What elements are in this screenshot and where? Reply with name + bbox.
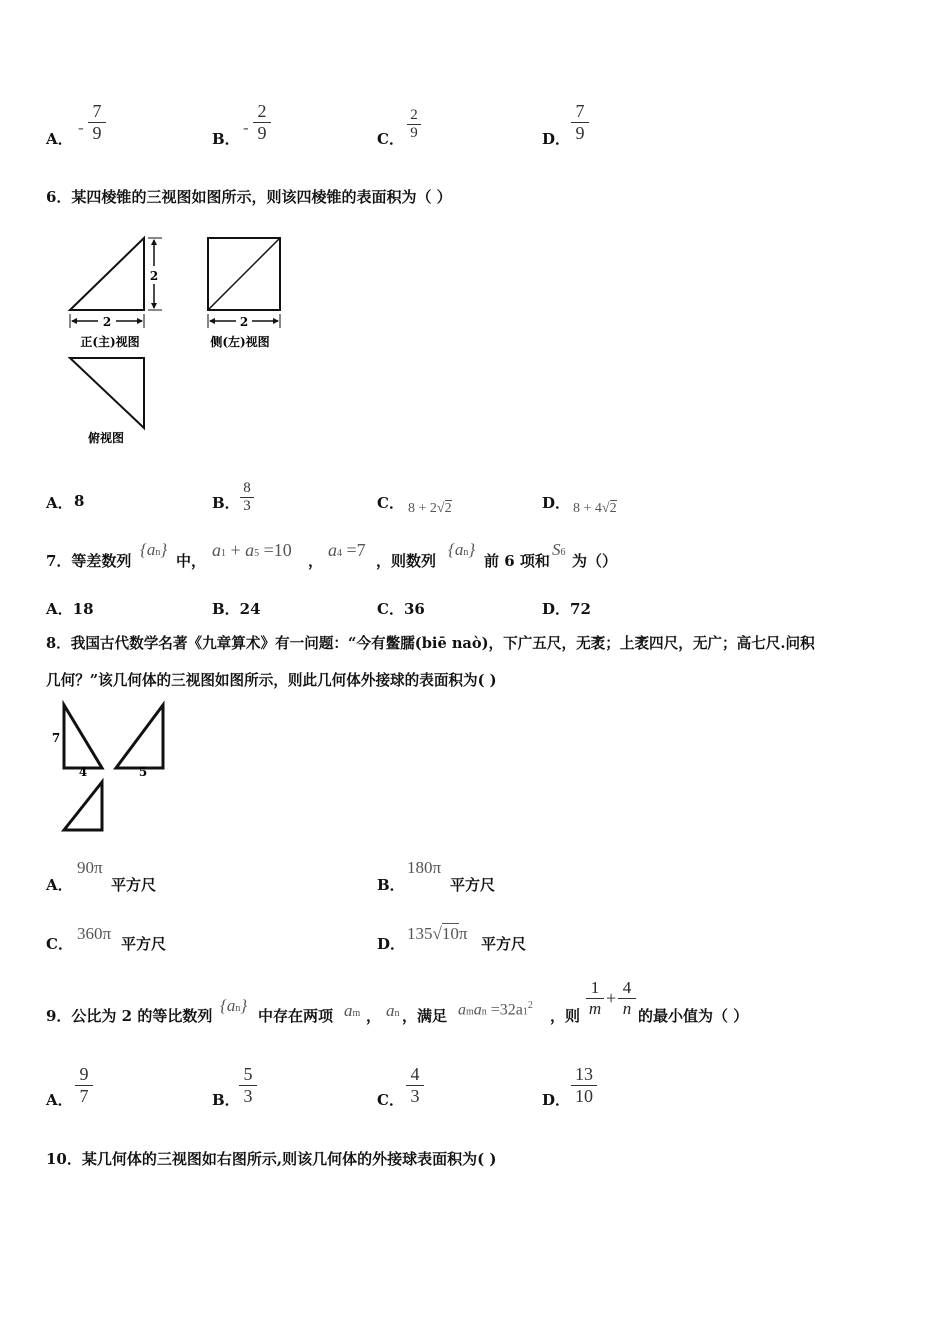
q8-option-c-value: 360π — [77, 924, 112, 943]
q7-text-2: 中， — [176, 552, 207, 570]
q9-fraction-4-over-n: 4 n — [618, 978, 636, 1019]
q6-stem: 6．某四棱锥的三视图如图所示，则该四棱锥的表面积为（ ） — [46, 188, 452, 206]
q5-option-b-fraction: 2 9 — [253, 101, 271, 144]
q9-fraction-1-over-m: 1 m — [586, 978, 604, 1019]
q7-text-5: 为（） — [572, 552, 618, 570]
q7-option-d: D．72 — [542, 600, 591, 618]
q9-option-c-fraction: 4 3 — [406, 1064, 424, 1107]
q5-option-c-letter: C． — [377, 130, 404, 148]
q6-option-b-fraction: 8 3 — [240, 480, 254, 515]
q5-option-a-letter: A． — [46, 130, 73, 148]
q7-sequence-2: {an} — [448, 540, 476, 559]
q9-option-b-fraction: 5 3 — [239, 1064, 257, 1107]
q6-three-view-figure — [60, 230, 300, 450]
q6-option-d-value: 8 + 4√2 — [573, 501, 617, 516]
q9-text-3: ，满足 — [402, 1007, 448, 1025]
q6-side-width-arrowhead-left — [209, 318, 215, 324]
q9-am: am — [344, 1001, 361, 1020]
q9-an: an — [386, 1001, 400, 1020]
q6-height-arrowhead-top — [151, 239, 157, 245]
q5-option-a-sign: - — [78, 118, 84, 137]
q6-top-view-triangle — [70, 358, 144, 428]
q6-front-view-triangle — [70, 238, 144, 310]
q6-top-view-label: 俯视图 — [87, 431, 125, 445]
q6-option-d-letter: D． — [542, 494, 571, 512]
q8-three-view-figure — [50, 700, 180, 835]
q5-option-d-letter: D． — [542, 130, 571, 148]
q8-width-5-label: 5 — [138, 765, 148, 779]
q7-option-b: B．24 — [212, 600, 261, 618]
q9-comma: ， — [366, 1007, 382, 1025]
q6-option-c-letter: C． — [377, 494, 404, 512]
q8-option-b-unit: 平方尺 — [450, 876, 496, 894]
q7-option-c: C．36 — [377, 600, 425, 618]
q6-height-arrowhead-bottom — [151, 303, 157, 309]
q8-side-view-triangle — [116, 705, 163, 768]
q6-side-width-label: 2 — [239, 315, 249, 329]
q8-height-label: 7 — [51, 731, 61, 745]
q9-text-2: 中存在两项 — [258, 1007, 334, 1025]
q8-option-a-value: 90π — [77, 858, 103, 877]
q9-option-a-fraction: 9 7 — [75, 1064, 93, 1107]
q9-option-a-letter: A． — [46, 1091, 73, 1109]
q7-text-4: 前 6 项和 — [484, 552, 550, 570]
q8-option-a-letter: A． — [46, 876, 73, 894]
q6-option-a-value: 8 — [74, 492, 85, 510]
q6-side-width-arrowhead-right — [273, 318, 279, 324]
q6-option-c-value: 8 + 2√2 — [408, 501, 452, 516]
q9-plus: + — [606, 988, 617, 1008]
q8-front-view-triangle — [64, 705, 102, 768]
q8-option-c-letter: C． — [46, 935, 73, 953]
q5-option-b-letter: B． — [212, 130, 240, 148]
q8-option-b-value: 180π — [407, 858, 442, 877]
q7-sequence: {an} — [140, 540, 168, 559]
q7-text-3: ，则数列 — [376, 552, 437, 570]
q5-option-c-fraction: 2 9 — [407, 107, 421, 142]
q6-front-view-label: 正(主)视图 — [80, 335, 140, 349]
q7-equation-2: a4 =7 — [328, 540, 366, 560]
q7-s6: S6 — [552, 540, 566, 559]
q6-front-width-arrowhead-right — [137, 318, 143, 324]
q6-front-width-arrowhead-left — [71, 318, 77, 324]
q8-option-c-unit: 平方尺 — [121, 935, 167, 953]
q9-text-5: 的最小值为（ ） — [638, 1007, 749, 1025]
q6-front-width-label: 2 — [102, 315, 112, 329]
q8-option-d-value: 135√10π — [407, 924, 468, 943]
q6-height-label: 2 — [149, 269, 159, 283]
q8-option-d-unit: 平方尺 — [481, 935, 527, 953]
q10-stem: 10．某几何体的三视图如右图所示,则该几何体的外接球表面积为( ) — [46, 1150, 497, 1168]
q6-side-view-diagonal — [208, 238, 280, 310]
q8-top-view-triangle — [64, 782, 102, 830]
q5-option-a-fraction: 7 9 — [88, 101, 106, 144]
q9-text-4: ，则 — [550, 1007, 581, 1025]
q8-stem-line-1: 8．我国古代数学名著《九章算术》有一问题：“今有鳖臑(biē naò)，下广五尺，无袤；上袤四尺，无广；高七尺.问积 — [46, 635, 815, 652]
q9-option-d-letter: D． — [542, 1091, 571, 1109]
q7-comma: ， — [308, 552, 324, 570]
q5-option-b-sign: - — [243, 118, 249, 137]
q7-text-1: 7．等差数列 — [46, 552, 132, 570]
q8-option-b-letter: B． — [377, 876, 405, 894]
q9-text-1: 9．公比为 2 的等比数列 — [46, 1007, 213, 1025]
q9-sequence: {an} — [220, 996, 248, 1015]
q6-option-b-letter: B． — [212, 494, 240, 512]
q6-option-a-letter: A． — [46, 494, 73, 512]
q9-option-b-letter: B． — [212, 1091, 240, 1109]
q6-side-view-label: 侧(左)视图 — [210, 335, 270, 349]
q5-option-d-fraction: 7 9 — [571, 101, 589, 144]
q9-option-d-fraction: 13 10 — [571, 1064, 597, 1107]
q8-stem-line-2: 几何？”该几何体的三视图如图所示，则此几何体外接球的表面积为( ) — [46, 672, 497, 689]
q9-condition: aman $=32a1^2$ — [458, 1000, 533, 1019]
q8-option-a-unit: 平方尺 — [111, 876, 157, 894]
q7-option-a: A．18 — [46, 600, 94, 618]
q7-equation-1: a1 + a5 =10 — [212, 540, 292, 560]
q8-width-4-label: 4 — [78, 765, 88, 779]
q8-option-d-letter: D． — [377, 935, 406, 953]
q9-option-c-letter: C． — [377, 1091, 404, 1109]
